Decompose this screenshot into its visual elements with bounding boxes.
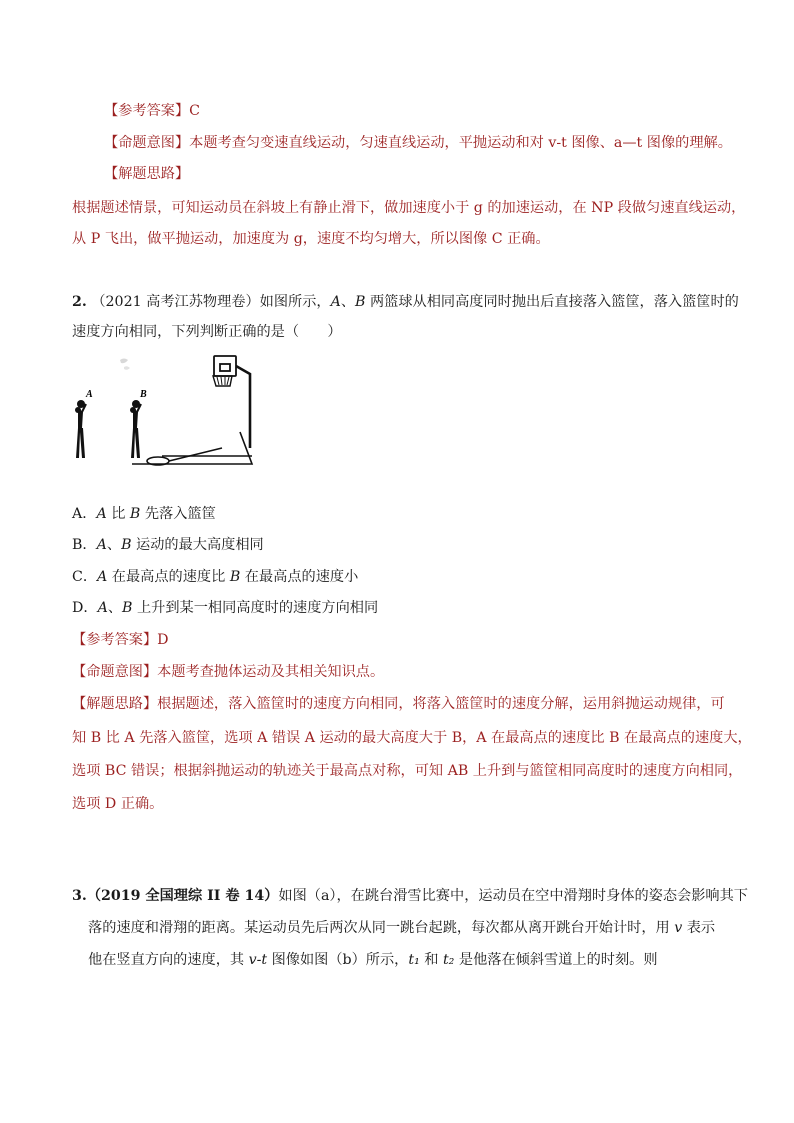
option-text: 在最高点的速度比	[107, 569, 230, 585]
option-text: 运动的最大高度相同	[131, 537, 264, 553]
var-b: B	[355, 294, 366, 310]
q2-stem-text: 两篮球从相同高度同时抛出后直接落入篮筐，落入篮筐时的	[365, 294, 739, 310]
var-a: A	[97, 600, 108, 616]
q2-stem-line	[72, 292, 739, 312]
var-b: B	[121, 537, 132, 553]
q2-option-b[interactable]	[72, 535, 264, 555]
q3-stem-text: 是他落在倾斜雪道上的时刻。则	[454, 952, 658, 968]
q2-option-c[interactable]	[72, 567, 358, 587]
var-a: A	[97, 569, 108, 585]
var-a: A	[96, 537, 107, 553]
var-a: A	[96, 506, 107, 522]
q3-stem-text: 和	[419, 952, 443, 968]
figure-label-b: B	[140, 389, 147, 400]
option-prefix: C．	[72, 569, 98, 585]
q2-stem-line: 速度方向相同，下列判断正确的是（ ）	[72, 324, 342, 340]
q3-stem-line	[88, 918, 715, 938]
separator: 、	[340, 294, 356, 310]
q3-number: 3.	[72, 888, 87, 904]
q3-stem-text: 他在竖直方向的速度，其	[88, 952, 249, 968]
option-text: 、	[106, 537, 122, 553]
q2-answer: 【参考答案】D	[72, 632, 169, 648]
player-a	[75, 400, 86, 458]
option-text: 、	[107, 600, 123, 616]
q2-number: 2.	[72, 294, 87, 310]
var-v: v	[674, 920, 683, 936]
q2-approach-line: 知 B 比 A 先落入篮筐，选项 A 错误 A 运动的最大高度大于 B，A 在最高点的速度比 B 在最高点的速度大，	[72, 730, 752, 746]
var-b: B	[129, 506, 141, 522]
q2-approach-line: 【解题思路】根据题述，落入篮筐时的速度方向相同，将落入篮筐时的速度分解，运用斜抛运动规律，可	[72, 696, 725, 712]
var-a: A	[330, 294, 341, 310]
var-b: B	[122, 600, 133, 616]
q1-intent: 【命题意图】本题考查匀变速直线运动，匀速直线运动，平抛运动和对 v-t 图像、a—t 图像的理解。	[104, 135, 732, 151]
q2-intent: 【命题意图】本题考查抛体运动及其相关知识点。	[72, 664, 385, 680]
q3-stem-text: 如图（a），在跳台滑雪比赛中，运动员在空中滑翔时身体的姿态会影响其下	[278, 888, 748, 904]
q3-stem-line	[72, 886, 748, 906]
option-prefix: B．	[72, 537, 97, 553]
court-lines	[132, 432, 252, 465]
q2-option-a[interactable]	[72, 504, 216, 524]
option-text: 在最高点的速度小	[240, 569, 359, 585]
q3-source: （2019 全国理综 II 卷 14）	[86, 888, 279, 904]
q2-source: （2021 高考江苏物理卷）如图所示，	[91, 294, 331, 310]
option-prefix: D．	[72, 600, 98, 616]
option-text: 上升到某一相同高度时的速度方向相同	[132, 600, 379, 616]
q3-stem-text: 表示	[682, 920, 716, 936]
var-t1: t₁	[408, 952, 420, 968]
var-b: B	[229, 569, 241, 585]
q1-approach-line: 根据题述情景，可知运动员在斜坡上有静止滑下，做加速度小于 g 的加速运动，在 NP 段做匀速直线运动，	[72, 200, 746, 216]
ball-trail	[124, 366, 130, 370]
basketball-figure	[72, 352, 262, 466]
option-prefix: A．	[72, 506, 97, 522]
q2-approach-line: 选项 D 正确。	[72, 796, 164, 812]
q1-approach-label: 【解题思路】	[104, 166, 190, 182]
player-b	[130, 400, 141, 458]
figure-label-a: A	[86, 389, 93, 400]
var-vt: v-t	[248, 952, 268, 968]
q1-answer: 【参考答案】C	[104, 103, 200, 119]
q2-approach-line: 选项 BC 错误；根据斜抛运动的轨迹关于最高点对称，可知 AB 上升到与篮筐相同高度时的速度方向相同，	[72, 763, 743, 779]
q3-stem-line	[88, 950, 658, 970]
q3-stem-text: 落的速度和滑翔的距离。某运动员先后两次从同一跳台起跳，每次都从离开跳台开始计时，用	[88, 920, 675, 936]
option-text: 先落入篮筐	[140, 506, 216, 522]
ball-trail	[120, 359, 128, 364]
q1-approach-line: 从 P 飞出，做平抛运动，加速度为 g，速度不均匀增大，所以图像 C 正确。	[72, 231, 550, 247]
option-text: 比	[106, 506, 130, 522]
basketball-hoop	[213, 356, 250, 448]
q2-option-d[interactable]	[72, 598, 378, 618]
q3-stem-text: 图像如图（b）所示，	[267, 952, 409, 968]
var-t2: t₂	[442, 952, 455, 968]
